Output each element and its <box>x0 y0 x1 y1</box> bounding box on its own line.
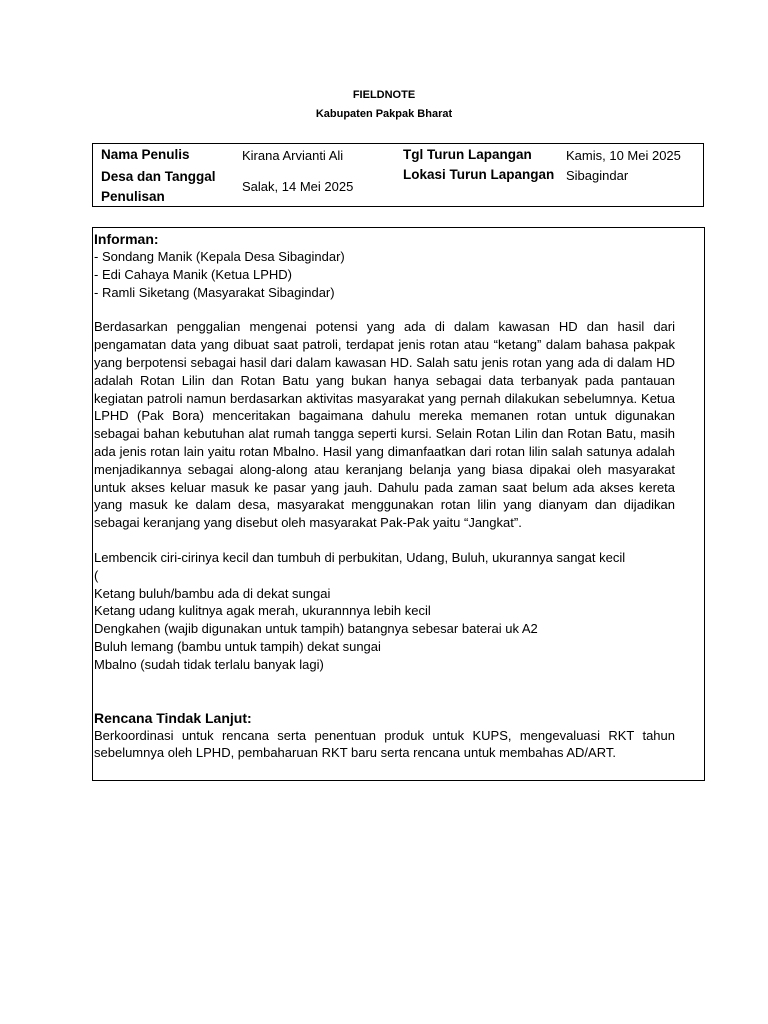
informan-item: - Sondang Manik (Kepala Desa Sibagindar) <box>94 249 345 264</box>
rotan-line: ( <box>94 567 99 583</box>
rotan-line: Ketang udang kulitnya agak merah, ukurannnya lebih kecil <box>94 603 431 619</box>
nama-penulis-value: Kirana Arvianti Ali <box>242 148 344 163</box>
rotan-line: Buluh lemang (bambu untuk tampih) dekat sungai <box>94 638 381 654</box>
informan-heading: Informan: <box>94 231 159 247</box>
document-title: FIELDNOTE <box>352 89 416 101</box>
rtl-heading: Rencana Tindak Lanjut: <box>94 709 252 726</box>
tgl-turun-value: Kamis, 10 Mei 2025 <box>566 148 681 163</box>
desa-tanggal-value: Salak, 14 Mei 2025 <box>242 179 354 194</box>
informan-item: - Ramli Siketang (Masyarakat Sibagindar) <box>94 284 335 300</box>
desa-tanggal-label: Desa dan Tanggal Penulisan <box>101 169 216 204</box>
fieldnote-body <box>92 227 705 781</box>
rotan-line: Ketang buluh/bambu ada di dekat sungai <box>94 585 331 601</box>
rotan-line: Lembencik ciri-cirinya kecil dan tumbuh di perbukitan, Udang, Buluh, ukurannya sangat kecil <box>94 549 626 565</box>
rtl-paragraph: Berkoordinasi untuk rencana serta penentuan produk untuk KUPS, mengevaluasi RKT tahun sebelumnya oleh LPHD, pembaharuan RKT baru serta rencana untuk membahas AD/ART. <box>94 727 675 761</box>
info-table <box>92 143 704 207</box>
rotan-line: Mbalno (sudah tidak terlalu banyak lagi) <box>94 656 324 672</box>
document-subtitle: Kabupaten Pakpak Bharat <box>315 108 453 120</box>
main-paragraph: Berdasarkan penggalian mengenai potensi yang ada di dalam kawasan HD dan hasil dari pengamatan data yang dibuat saat patroli, terdapat jenis rotan atau “ketang” dalam bahasa pakpak yang berpotensi sebagai hasil dari dalam kawasan HD. Salah satu jenis rotan yang ada di dalam HD adalah Rotan Lilin dan Rotan Batu yang bukan hanya sebagai data terbanyak pada pantauan kegiatan patroli namun berdasarkan aktivitas masyarakat yang pernah dilakukan sebelumnya. Ketua LPHD (Pak Bora) menceritakan bagaimana dahulu mereka memanen rotan untuk digunakan sebagai bahan kebutuhan alat rumah tangga seperti kursi. Selain Rotan Lilin dan Rotan Batu, masih ada jenis rotan lain yaitu rotan Mbalno. Hasil yang dimanfaatkan dari rotan lilin salah satunya adalah menjadikannya sebagai along-along atau keranjang belanja yang biasa dipakai oleh masyarakat untuk akses keluar masuk ke pasar yang jauh. Dahulu pada zaman saat belum ada akses kereta yang masuk ke dalam desa, masyarakat menggunakan rotan lilin yang dianyam dan dijadikan sebagai keranjang yang disebut oleh masyarakat Pak-Pak yaitu “Jangkat”. <box>94 319 675 531</box>
lokasi-turun-value: Sibagindar <box>566 168 629 183</box>
tgl-turun-label: Tgl Turun Lapangan <box>403 147 532 162</box>
nama-penulis-label: Nama Penulis <box>101 147 190 162</box>
rotan-line: Dengkahen (wajib digunakan untuk tampih) batangnya sebesar baterai uk A2 <box>94 621 538 637</box>
informan-item: - Edi Cahaya Manik (Ketua LPHD) <box>94 266 292 282</box>
lokasi-turun-label: Lokasi Turun Lapangan <box>403 167 555 182</box>
